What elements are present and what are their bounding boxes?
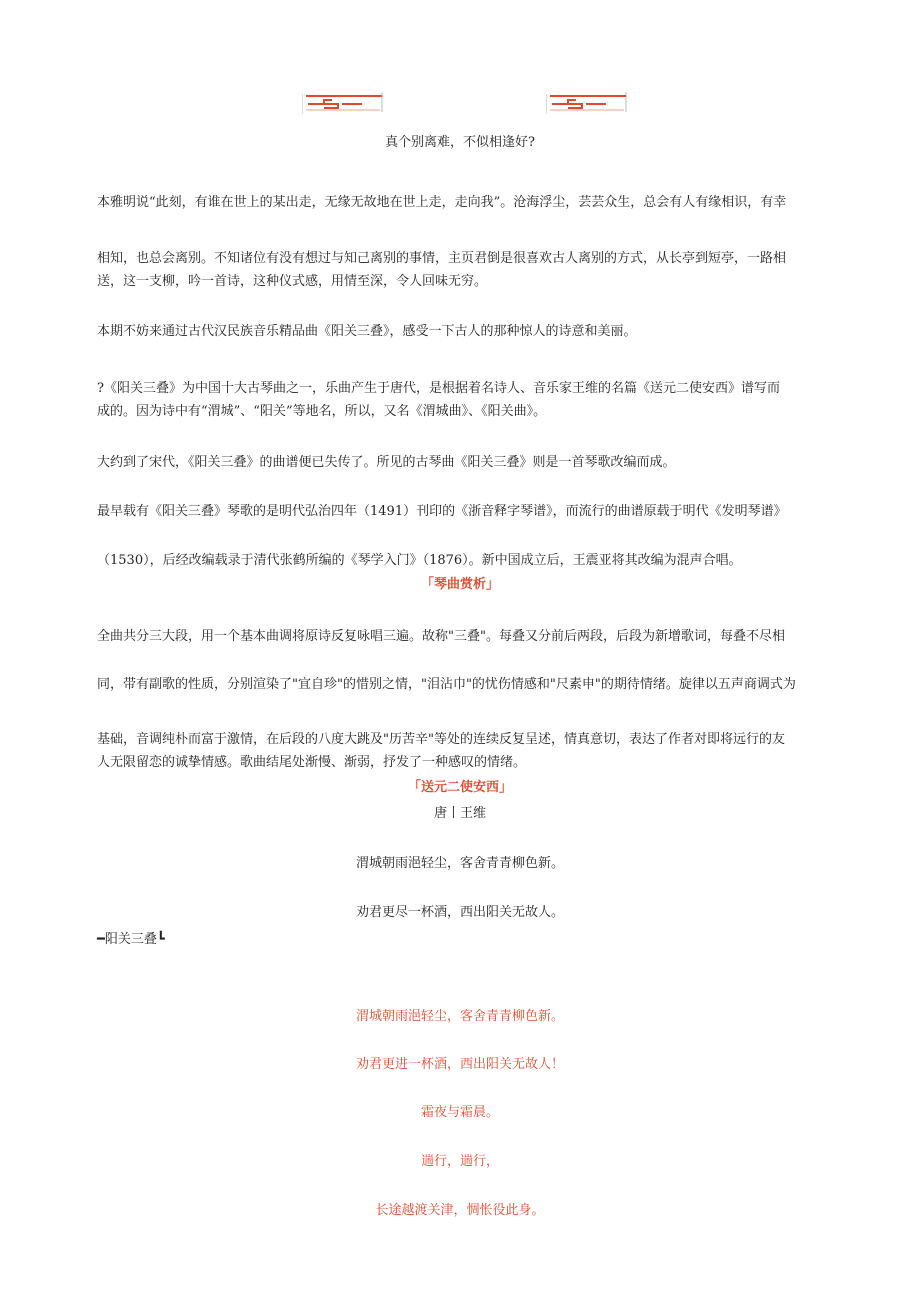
analysis-line4: 人无限留恋的诚挚情感。歌曲结尾处渐慢、渐弱，抒发了一种感叹的情绪。 [97, 755, 527, 770]
song-line3: 霜夜与霜晨。 [420, 1105, 499, 1120]
poem-line2: 劝君更尽一杯酒，西出阳关无故人。 [355, 905, 564, 920]
poem-author: 唐丨王维 [433, 806, 486, 821]
ornament-right-icon [546, 90, 628, 116]
intro-p1-line1: 本雅明说“此刻，有谁在世上的某出走，无缘无故地在世上走，走向我”。沧海浮尘，芸芸众生，总会有人有缘相识，有幸 [97, 195, 787, 210]
intro-p3-line1: ?《阳关三叠》为中国十大古琴曲之一，乐曲产生于唐代，是根据着名诗人、音乐家王维的名篇《送元二使安西》谱写而 [97, 381, 780, 396]
intro-p5-line1: 最早载有《阳关三叠》琴歌的是明代弘治四年（1491）刊印的《浙音释字琴谱》，而流行的曲谱原载于明代《发明琴谱》 [97, 504, 787, 519]
bracket-right-icon: ┗ [156, 932, 165, 947]
intro-p5-line2: （1530），后经改编载录于清代张鹤所编的《琴学入门》（1876）。新中国成立后，王震亚将其改编为混声合唱。 [97, 553, 742, 568]
analysis-heading: 「琴曲赏析」 [420, 577, 499, 592]
analysis-line2: 同，带有副歌的性质，分别渲染了"宜自珍"的惜别之情，"泪沾巾"的忧伤情感和"尺素申"的期待情绪。旋律以五声商调式为 [97, 677, 796, 692]
song-heading-block [97, 928, 165, 947]
intro-p1-line2: 相知，也总会离别。不知诸位有没有想过与知己离别的事情，主页君倒是很喜欢古人离别的方式，从长亭到短亭，一路相 [97, 251, 787, 266]
poem-heading: 「送元二使安西」 [407, 780, 512, 795]
intro-p3-line2: 成的。因为诗中有“渭城”、“阳关”等地名，所以，又名《渭城曲》、《阳关曲》。 [97, 404, 547, 419]
intro-p2: 本期不妨来通过古代汉民族音乐精品曲《阳关三叠》，感受一下古人的那种惊人的诗意和美丽。 [97, 324, 637, 339]
song-line2: 劝君更进一杯酒，西出阳关无故人！ [355, 1057, 564, 1072]
bracket-left-icon: ━ [97, 932, 105, 947]
intro-p4: 大约到了宋代，《阳关三叠》的曲谱便已失传了。所见的古琴曲《阳关三叠》则是一首琴歌改编而成。 [97, 455, 676, 470]
analysis-line3: 基础，音调纯朴而富于激情，在后段的八度大跳及"历苦辛"等处的连续反复呈述，情真意切，表达了作者对即将远行的友 [97, 732, 785, 747]
song-line5: 长途越渡关津，惆怅役此身。 [375, 1203, 545, 1218]
intro-p1-line3: 送，这一支柳，吟一首诗，这种仪式感，用情至深，令人回味无穷。 [97, 274, 488, 289]
poem-line1: 渭城朝雨浥轻尘，客舍青青柳色新。 [355, 856, 564, 871]
analysis-line1: 全曲共分三大段，用一个基本曲调将原诗反复咏唱三遍。故称"三叠"。每叠又分前后两段，后段为新增歌词，每叠不尽相 [97, 629, 785, 644]
song-line4: 遄行，遄行， [420, 1154, 499, 1169]
ornament-left-icon [302, 90, 384, 116]
subtitle: 真个别离难，不似相逢好? [385, 135, 535, 150]
song-line1: 渭城朝雨浥轻尘，客舍青青柳色新。 [355, 1009, 564, 1024]
song-heading: 阳关三叠 [104, 932, 157, 947]
